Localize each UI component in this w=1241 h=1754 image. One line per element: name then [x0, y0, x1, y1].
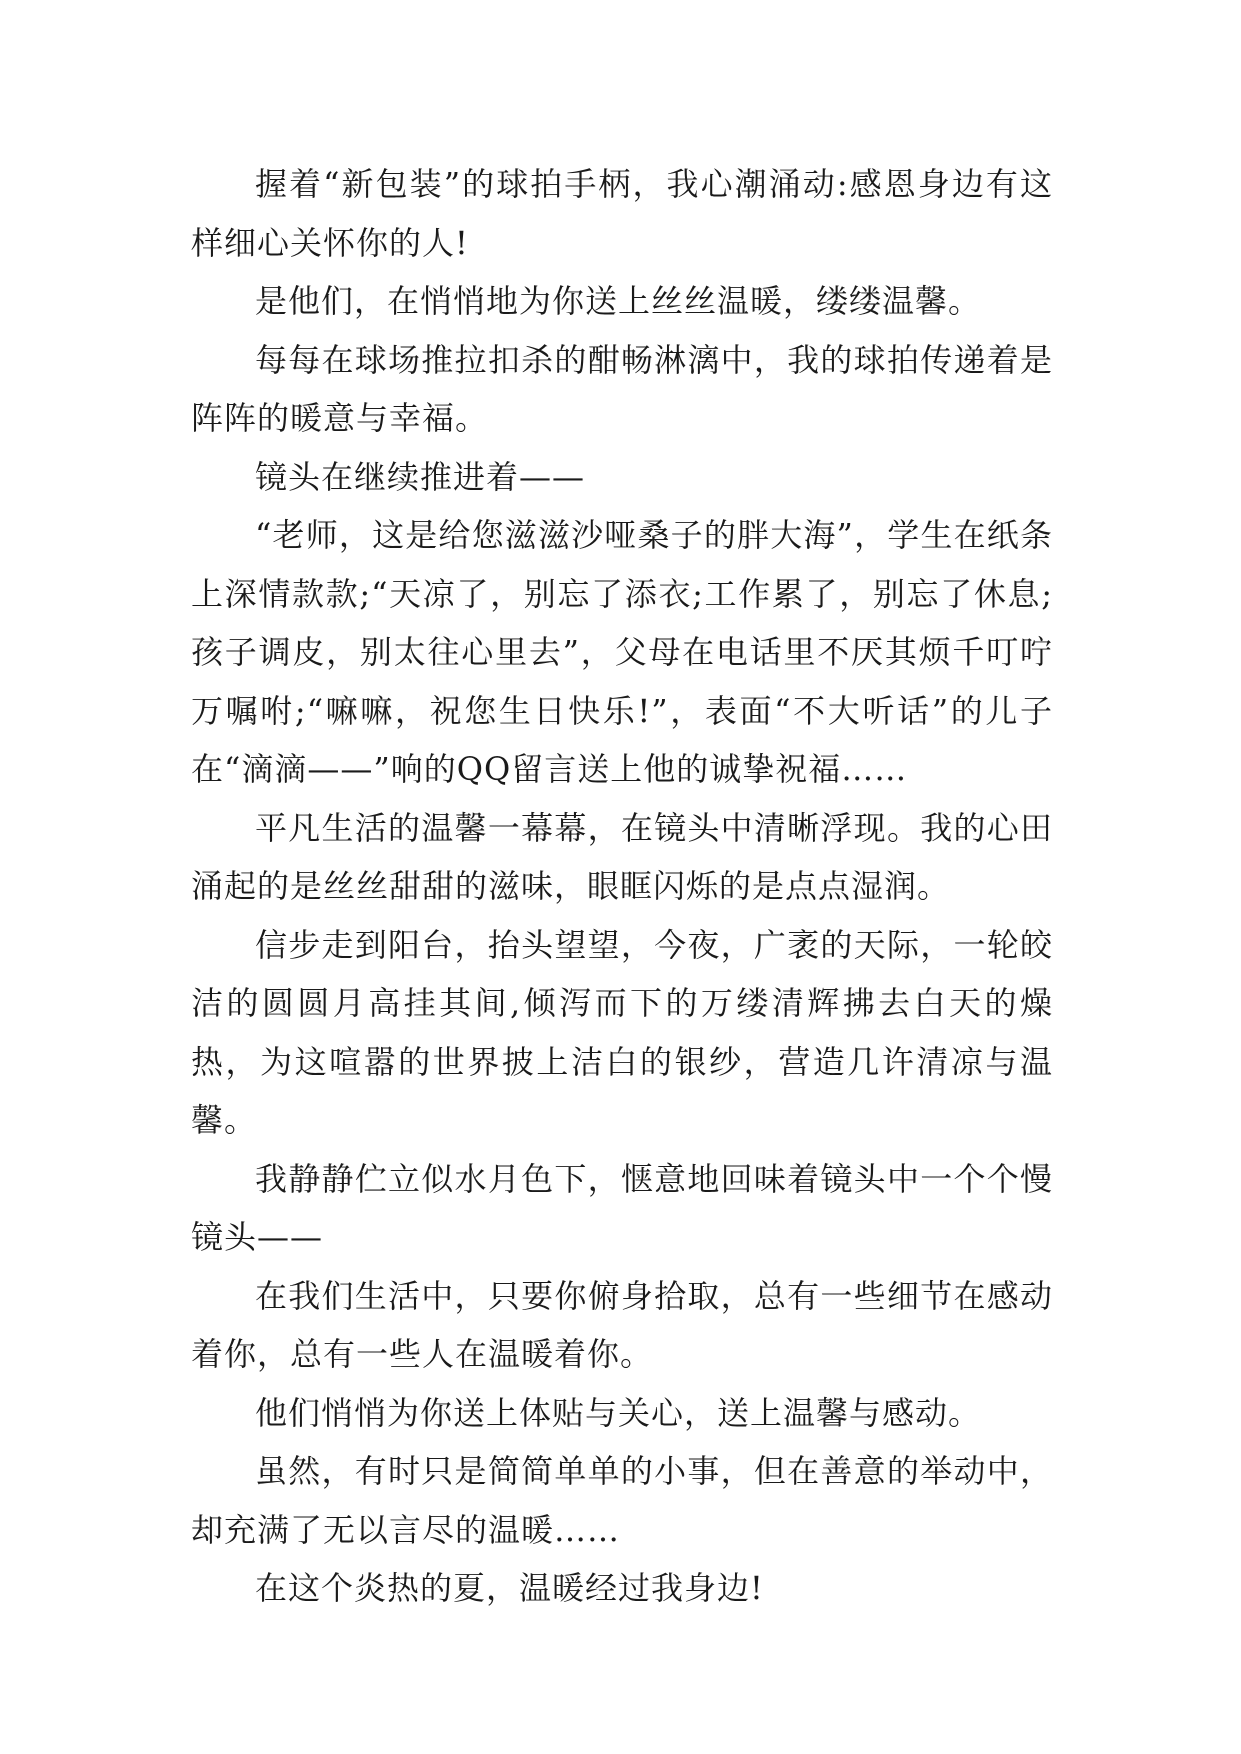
paragraph-10: 他们悄悄为你送上体贴与关心，送上温馨与感动。 — [255, 1393, 982, 1432]
paragraph-6: 平凡生活的温馨一幕幕，在镜头中清晰浮现。我的心田涌起的是丝丝甜甜的滋味，眼眶闪烁的是点点湿润。 — [191, 808, 1053, 905]
paragraph-7: 信步走到阳台，抬头望望，今夜，广袤的天际，一轮皎洁的圆圆月高挂其间,倾泻而下的万缕清辉拂去白天的燥热，为这喧嚣的世界披上洁白的银纱，营造几许清凉与温馨。 — [191, 925, 1053, 1139]
paragraph-8: 我静静伫立似水月色下，惬意地回味着镜头中一个个慢镜头—— — [191, 1159, 1053, 1256]
paragraph-2: 是他们，在悄悄地为你送上丝丝温暖，缕缕温馨。 — [255, 282, 982, 320]
paragraph-11: 虽然，有时只是简简单单的小事，但在善意的举动中，却充满了无以言尽的温暖…… — [191, 1452, 1053, 1549]
paragraph-1: 握着“新包装”的球拍手柄，我心潮涌动:感恩身边有这样细心关怀你的人! — [191, 165, 1053, 262]
paragraph-5: “老师，这是给您滋滋沙哑桑子的胖大海”，学生在纸条上深情款款;“天凉了，别忘了添衣;工作累了，别忘了休息;孩子调皮，别太往心里去”，父母在电话里不厌其烦千叮咛万嘱咐;“嘛嘛，祝您生日快乐!”，表面“不大听话”的儿子在“滴滴——”响的QQ留言送上他的诚挚祝福…… — [191, 516, 1053, 788]
paragraph-12: 在这个炎热的夏，温暖经过我身边! — [255, 1569, 764, 1607]
paragraph-4: 镜头在继续推进着—— — [255, 457, 586, 496]
paragraph-3: 每每在球场推拉扣杀的酣畅淋漓中，我的球拍传递着是阵阵的暖意与幸福。 — [191, 340, 1053, 437]
document-body — [191, 155, 1053, 1618]
paragraph-9: 在我们生活中，只要你俯身拾取，总有一些细节在感动着你，总有一些人在温暖着你。 — [191, 1276, 1053, 1373]
